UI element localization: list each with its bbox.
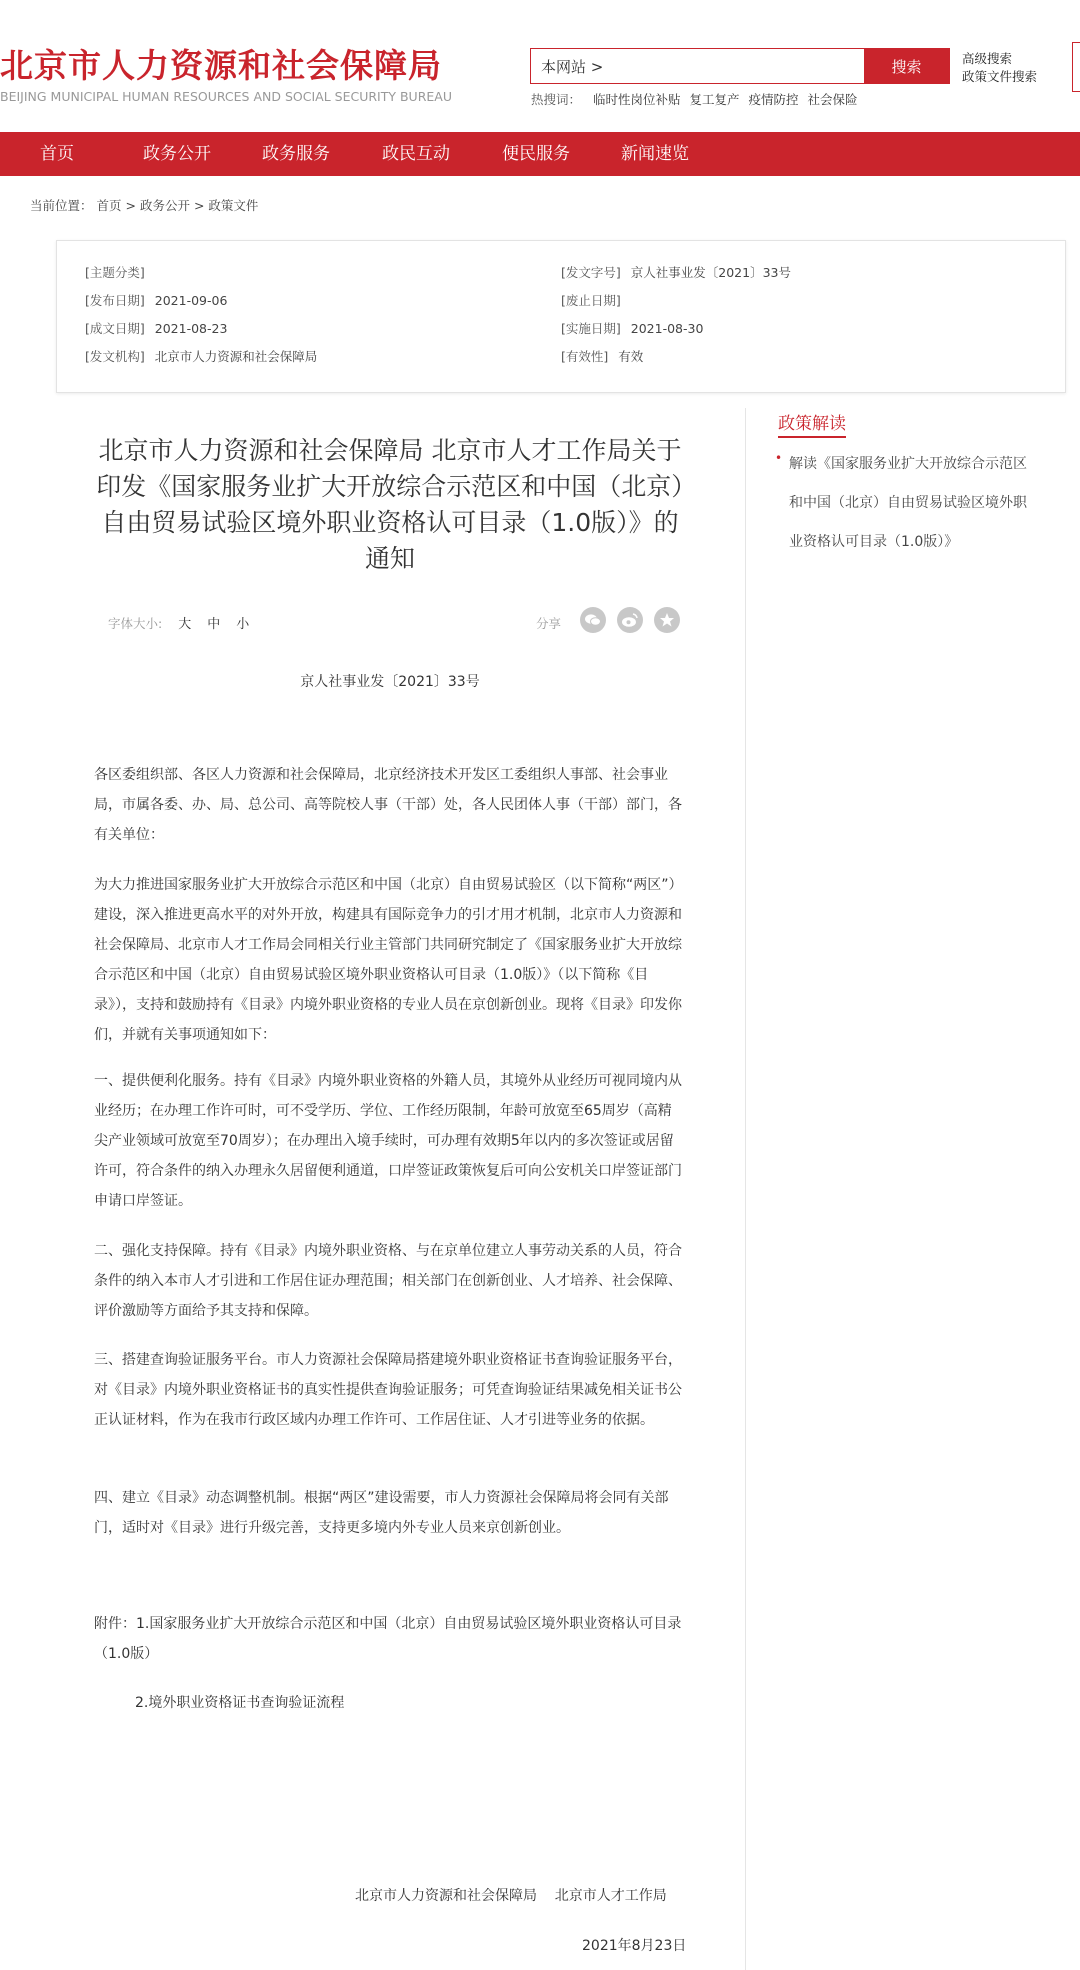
weibo-icon[interactable] — [617, 607, 643, 633]
site-logo-subtitle: BEIJING MUNICIPAL HUMAN RESOURCES AND SOCIAL SECURITY BUREAU — [0, 89, 452, 104]
policy-document-search-link[interactable]: 政策文件搜索 — [962, 69, 1038, 84]
meta-issue-number-value: 京人社事业发〔2021〕33号 — [630, 265, 791, 280]
hot-word-link[interactable]: 临时性岗位补贴 — [593, 92, 681, 107]
meta-abolish-date — [561, 291, 631, 309]
favorite-icon[interactable] — [654, 607, 680, 633]
article-paragraph-addressees: 各区委组织部、各区人力资源和社会保障局，北京经济技术开发区工委组织人事部、社会事业局，市属各委、办、局、总公司、高等院校人事（干部）处，各人民团体人事（干部）部门，各有关单位： — [94, 767, 682, 843]
font-size-large-button[interactable]: 大 — [178, 617, 192, 632]
meta-issue-number-key: [发文字号] — [561, 265, 621, 280]
hot-word-link[interactable]: 疫情防控 — [748, 92, 799, 107]
nav-item-public-interaction[interactable]: 政民互动 — [382, 144, 450, 164]
signature-date: 2021年8月23日 — [582, 1938, 687, 1954]
meta-effective-date-key: [实施日期] — [561, 321, 621, 336]
document-metadata-box — [56, 240, 1066, 393]
nav-item-home[interactable]: 首页 — [40, 144, 74, 164]
main-nav — [0, 132, 1080, 176]
meta-issuer-key: [发文机构] — [85, 349, 145, 364]
meta-written-date-key: [成文日期] — [85, 321, 145, 336]
wechat-icon[interactable] — [580, 607, 606, 633]
meta-publish-date-value: 2021-09-06 — [154, 293, 228, 308]
attachment-link[interactable]: 附件：1.国家服务业扩大开放综合示范区和中国（北京）自由贸易试验区境外职业资格认可目录（1.0版） — [94, 1616, 682, 1662]
breadcrumb-separator: > — [193, 198, 209, 213]
article-paragraph-item-1: 一、提供便利化服务。持有《目录》内境外职业资格的外籍人员，其境外从业经历可视同境内从业经历；在办理工作许可时，可不受学历、学位、工作经历限制，年龄可放宽至65周岁（高精尖产业领域可放宽至70周岁）；在办理出入境手续时，可办理有效期5年以内的多次签证或居留许可，符合条件的纳入办理永久居留便利通道，口岸签证政策恢复后可向公安机关口岸签证部门申请口岸签证。 — [94, 1073, 682, 1209]
breadcrumb — [30, 196, 258, 214]
meta-topic — [85, 263, 155, 281]
breadcrumb-separator: > — [125, 198, 140, 213]
meta-publish-date — [85, 291, 227, 309]
meta-publish-date-key: [发布日期] — [85, 293, 145, 308]
meta-written-date-value: 2021-08-23 — [154, 321, 228, 336]
breadcrumb-label: 当前位置： — [30, 198, 93, 213]
meta-validity — [561, 347, 643, 365]
advanced-search-links — [962, 50, 1037, 86]
sidebar-divider — [745, 408, 746, 1970]
search-input[interactable] — [531, 49, 881, 83]
site-logo-title[interactable]: 北京市人力资源和社会保障局 — [0, 46, 442, 85]
meta-issuer-value: 北京市人力资源和社会保障局 — [154, 349, 318, 364]
breadcrumb-item-policy-documents[interactable]: 政策文件 — [208, 198, 259, 213]
search-box — [530, 48, 950, 84]
share-label: 分享 — [536, 616, 562, 631]
hot-search-words — [531, 90, 863, 108]
meta-validity-key: [有效性] — [561, 349, 609, 364]
font-size-controls — [108, 613, 249, 632]
search-button[interactable]: 搜索 — [864, 49, 949, 83]
font-size-small-button[interactable]: 小 — [236, 617, 250, 632]
article-paragraph-intro: 为大力推进国家服务业扩大开放综合示范区和中国（北京）自由贸易试验区（以下简称“两区”）建设，深入推进更高水平的对外开放，构建具有国际竞争力的引才用才机制，北京市人力资源和社会保障局、北京市人才工作局会同相关行业主管部门共同研究制定了《国家服务业扩大开放综合示范区和中国（北京）自由贸易试验区境外职业资格认可目录（1.0版）》（以下简称《目录》），支持和鼓励持有《目录》内境外职业资格的专业人员在京创新创业。现将《目录》印发你们，并就有关事项通知如下： — [94, 877, 683, 1043]
article-paragraph-item-3: 三、搭建查询验证服务平台。市人力资源社会保障局搭建境外职业资格证书查询验证服务平台，对《目录》内境外职业资格证书的真实性提供查询验证服务；可凭查询验证结果减免相关证书公正认证材料，作为在我市行政区域内办理工作许可、工作居住证、人才引进等业务的依据。 — [94, 1352, 682, 1428]
hot-word-link[interactable]: 社会保险 — [807, 92, 858, 107]
policy-interpretation-link[interactable]: 解读《国家服务业扩大开放综合示范区和中国（北京）自由贸易试验区境外职业资格认可目录（1.0版）》 — [789, 456, 1027, 550]
policy-interpretation-title: 政策解读 — [778, 409, 846, 438]
bullet-icon: • — [775, 451, 783, 465]
meta-abolish-date-key: [废止日期] — [561, 293, 621, 308]
meta-topic-key: [主题分类] — [85, 265, 145, 280]
meta-written-date — [85, 319, 227, 337]
meta-effective-date — [561, 319, 703, 337]
hot-search-label: 热搜词： — [531, 92, 582, 107]
breadcrumb-item-home[interactable]: 首页 — [96, 198, 122, 213]
meta-validity-value: 有效 — [618, 349, 644, 364]
nav-item-government-services[interactable]: 政务服务 — [262, 144, 330, 164]
attachment-link[interactable]: 2.境外职业资格证书查询验证流程 — [135, 1695, 345, 1711]
signature: 北京市人力资源和社会保障局 北京市人才工作局 — [355, 1888, 667, 1904]
font-size-label: 字体大小: — [108, 616, 163, 631]
meta-effective-date-value: 2021-08-30 — [630, 321, 704, 336]
article-paragraph-item-2: 二、强化支持保障。持有《目录》内境外职业资格、与在京单位建立人事劳动关系的人员，符合条件的纳入本市人才引进和工作居住证办理范围；相关部门在创新创业、人才培养、社会保障、评价激励等方面给予其支持和保障。 — [94, 1243, 682, 1319]
article-paragraph-item-4: 四、建立《目录》动态调整机制。根据“两区”建设需要，市人力资源社会保障局将会同有关部门，适时对《目录》进行升级完善，支持更多境内外专业人员来京创新创业。 — [94, 1490, 669, 1536]
font-size-medium-button[interactable]: 中 — [207, 617, 221, 632]
nav-item-convenience-services[interactable]: 便民服务 — [502, 144, 570, 164]
hot-word-link[interactable]: 复工复产 — [689, 92, 740, 107]
document-number: 京人社事业发〔2021〕33号 — [300, 674, 480, 690]
meta-issue-number — [561, 263, 791, 281]
meta-issuer — [85, 347, 317, 365]
nav-item-government-affairs[interactable]: 政务公开 — [143, 144, 211, 164]
nav-item-news[interactable]: 新闻速览 — [621, 144, 689, 164]
advanced-search-link[interactable]: 高级搜索 — [962, 51, 1013, 66]
article-title: 北京市人力资源和社会保障局 北京市人才工作局关于印发《国家服务业扩大开放综合示范区和中国（北京）自由贸易试验区境外职业资格认可目录（1.0版）》的通知 — [96, 436, 684, 573]
edge-badge-icon[interactable] — [1072, 42, 1080, 92]
breadcrumb-item-government-affairs[interactable]: 政务公开 — [139, 198, 190, 213]
